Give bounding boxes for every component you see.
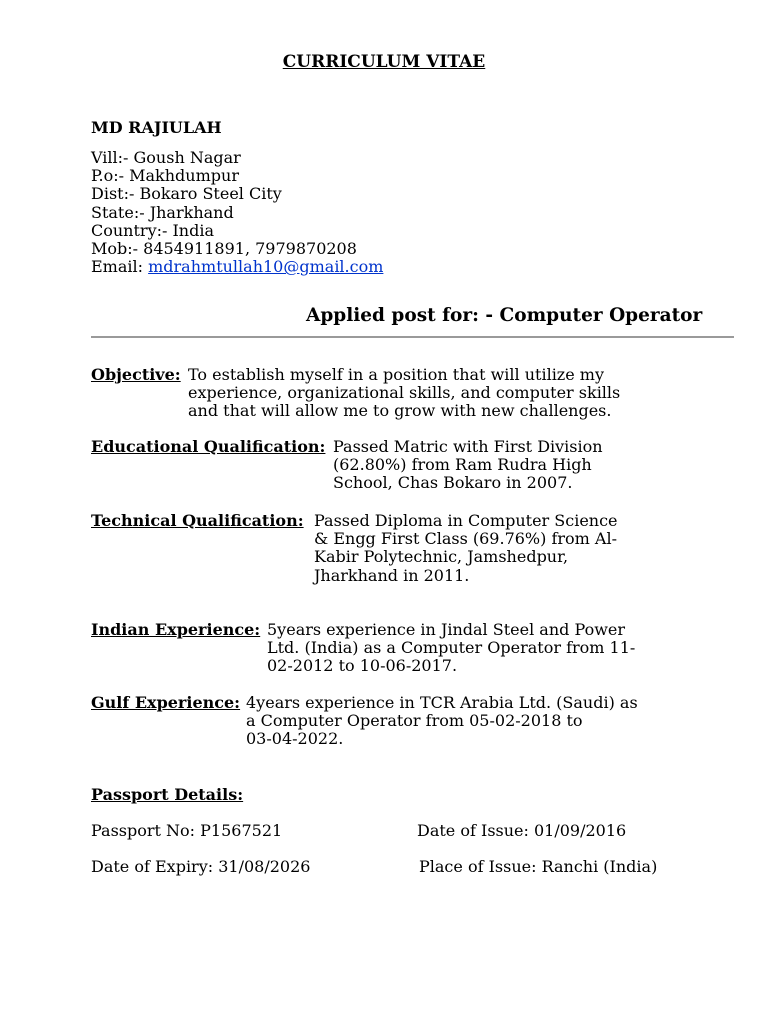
passport-expiry-date: Date of Expiry: 31/08/2026 <box>91 857 311 876</box>
indian-experience-line: 5years experience in Jindal Steel and Power <box>267 620 626 639</box>
objective-line: To establish myself in a position that will utilize my <box>188 365 604 384</box>
candidate-name: MD RAJIULAH <box>91 118 222 137</box>
passport-number: Passport No: P1567521 <box>91 821 283 840</box>
indian-experience-label: Indian Experience: <box>91 620 261 639</box>
email-line <box>91 258 383 276</box>
objective-label: Objective: <box>91 365 181 384</box>
address-village: Vill:- Goush Nagar <box>91 148 241 167</box>
document-title: CURRICULUM VITAE <box>282 52 486 72</box>
objective-line: experience, organizational skills, and computer skills <box>188 383 621 403</box>
passport-issue-date: Date of Issue: 01/09/2016 <box>417 821 627 840</box>
gulf-experience-line: 4years experience in TCR Arabia Ltd. (Saudi) as <box>246 693 638 712</box>
technical-line: Kabir Polytechnic, Jamshedpur, <box>314 547 569 567</box>
gulf-experience-line: a Computer Operator from 05-02-2018 to <box>246 711 583 731</box>
mobile-numbers: Mob:- 8454911891, 7979870208 <box>91 239 357 259</box>
email-label: Email: <box>91 257 149 277</box>
address-post-office: P.o:- Makhdumpur <box>91 166 239 186</box>
technical-text <box>314 512 618 585</box>
technical-line: & Engg First Class (69.76%) from Al- <box>314 529 617 549</box>
indian-experience-text <box>267 621 635 676</box>
address-country: Country:- India <box>91 220 215 240</box>
technical-label: Technical Qualification: <box>91 511 304 530</box>
passport-place-of-issue: Place of Issue: Ranchi (India) <box>419 857 658 876</box>
indian-experience-line: Ltd. (India) as a Computer Operator from 11- <box>267 638 636 658</box>
email-link[interactable]: mdrahmtullah10@gmail.com <box>148 257 384 277</box>
gulf-experience-line: 03-04-2022. <box>246 729 344 749</box>
technical-line: Passed Diploma in Computer Science <box>314 511 618 530</box>
address-block <box>91 149 383 276</box>
education-label: Educational Qualification: <box>91 437 326 456</box>
education-line: School, Chas Bokaro in 2007. <box>333 473 573 493</box>
passport-heading: Passport Details: <box>91 785 244 804</box>
education-line: Passed Matric with First Division <box>333 437 603 456</box>
gulf-experience-label: Gulf Experience: <box>91 693 241 712</box>
horizontal-divider <box>91 336 734 338</box>
address-district: Dist:- Bokaro Steel City <box>91 184 282 204</box>
applied-post: Applied post for: - Computer Operator <box>306 305 703 326</box>
education-line: (62.80%) from Ram Rudra High <box>333 455 592 475</box>
gulf-experience-text <box>246 694 638 749</box>
address-state: State:- Jharkhand <box>91 202 234 222</box>
technical-line: Jharkhand in 2011. <box>314 565 470 585</box>
objective-line: and that will allow me to grow with new challenges. <box>188 401 612 421</box>
objective-text <box>188 366 620 421</box>
education-text <box>333 438 603 493</box>
indian-experience-line: 02-2012 to 10-06-2017. <box>267 656 458 676</box>
